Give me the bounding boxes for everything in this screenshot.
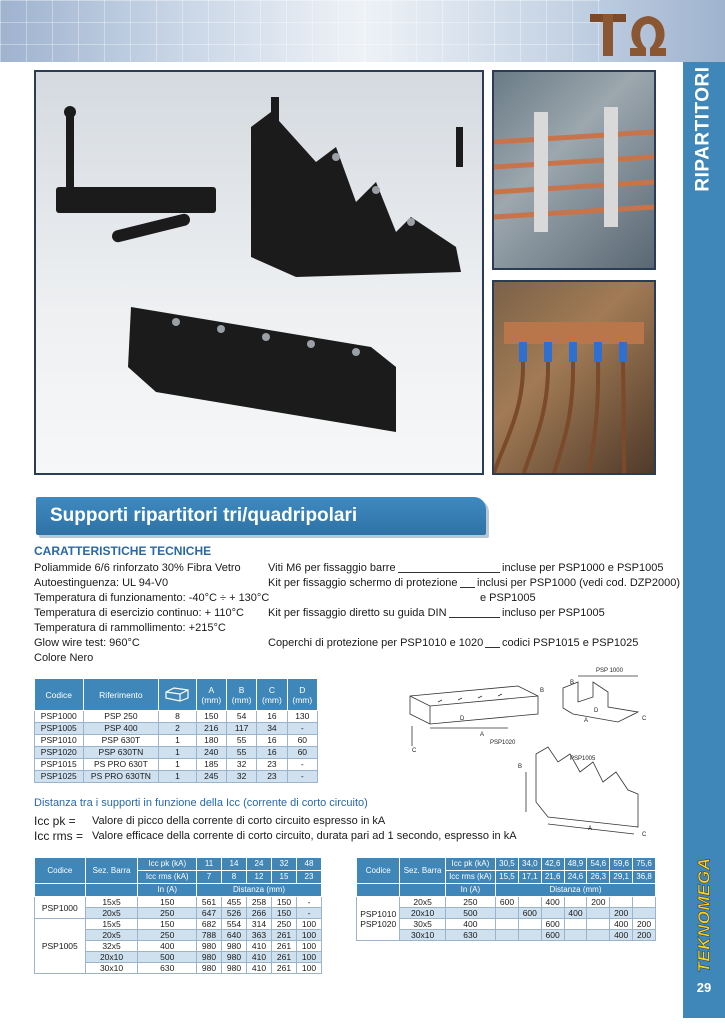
specs-heading: CARATTERISTICHE TECNICHE xyxy=(34,544,212,558)
table-cell: 250 xyxy=(138,930,197,941)
table-cell: 410 xyxy=(247,952,272,963)
omega-logo-icon xyxy=(590,8,670,60)
table-row xyxy=(35,759,318,771)
spec-line: Glow wire test: 960°C xyxy=(34,637,140,649)
table-cell: 150 xyxy=(138,897,197,908)
table-cell: 630 xyxy=(445,930,495,941)
installation-photo-wiring xyxy=(492,280,656,475)
table-cell: - xyxy=(296,908,321,919)
table-row xyxy=(35,723,318,735)
table-cell: 34 xyxy=(257,723,287,735)
table-cell: 647 xyxy=(197,908,222,919)
table-cell: 526 xyxy=(222,908,247,919)
table-cell: 980 xyxy=(222,963,247,974)
col-header-d: D (mm) xyxy=(287,679,317,711)
product-photo-main xyxy=(34,70,484,475)
spec-line: Temperatura di esercizio continuo: + 110°C xyxy=(34,607,244,619)
table-cell xyxy=(564,930,587,941)
table-cell: 150 xyxy=(138,919,197,930)
table-cell: PSP1020 xyxy=(35,747,84,759)
distance-table-psp1000-1005: Codice Sez. Barra Icc pk (kA) 11 14 24 32 48 Icc rms (kA) 7 8 12 15 23 In (A) Distanza (mm) PSP1000 15x5 150 561 455 258 150 - 20x5 250 647 526 266 150 - PSP1005 15x5 150 682 554 314 250 100 20x5 250 788 640 363 261 100 32x5 400 980 980 410 261 100 20x10 500 980 980 410 261 100 30x10 630 980 980 410 261 100 xyxy=(34,857,322,974)
table-cell: 20x10 xyxy=(400,908,445,919)
table-cell xyxy=(541,908,564,919)
table-cell: PSP 630TN xyxy=(83,747,159,759)
diagram-label-a: A xyxy=(480,732,485,738)
distance-heading: Distanza tra i supporti in funzione della Icc (corrente di corto circuito) xyxy=(34,797,368,809)
col-header-codice: Codice xyxy=(35,858,86,884)
table-cell: - xyxy=(296,897,321,908)
diagram-label-c3: C xyxy=(642,832,647,838)
table-row xyxy=(357,897,656,908)
table-cell: 245 xyxy=(196,771,226,783)
table-cell: 117 xyxy=(226,723,256,735)
table-cell xyxy=(587,930,610,941)
table-cell: 32x5 xyxy=(85,941,138,952)
group-code-cell: PSP1000 xyxy=(35,897,86,919)
table-cell: PSP 400 xyxy=(83,723,159,735)
table-cell: 8 xyxy=(159,711,196,723)
table-cell: 150 xyxy=(196,711,226,723)
table-cell: 400 xyxy=(564,908,587,919)
diagram-label-psp1000: PSP 1000 xyxy=(596,668,623,674)
diagram-label-b: B xyxy=(540,688,545,694)
page-number: 29 xyxy=(696,980,712,995)
table-row xyxy=(35,919,322,930)
table-cell: 55 xyxy=(226,747,256,759)
definition-row: Icc rms = Valore efficace della corrente di corto circuito, durata pari ad 1 secondo, espresso in kA xyxy=(34,829,517,843)
table-cell: 1 xyxy=(159,735,196,747)
table-cell: 682 xyxy=(197,919,222,930)
table-cell: 15x5 xyxy=(85,897,138,908)
table-cell: PSP 630T xyxy=(83,735,159,747)
table-cell: 55 xyxy=(226,735,256,747)
table-cell: 400 xyxy=(610,930,633,941)
table-cell: 400 xyxy=(445,919,495,930)
table-cell xyxy=(633,897,656,908)
distance-table-psp1010-1020: Codice Sez. Barra Icc pk (kA) 30,5 34,0 42,6 48,9 54,6 59,6 75,6 Icc rms (kA) 15,5 17,1 21,6 24,6 26,3 29,1 36,8 In (A) Distanza (mm) PSP1010 PSP1020 20x5 250 600 400 200 20x10 500 600 400 200 30x5 400 600 400 200 30x10 630 600 400 200 xyxy=(356,857,656,941)
table-cell: 250 xyxy=(445,897,495,908)
table-cell: 561 xyxy=(197,897,222,908)
table-cell: - xyxy=(287,759,317,771)
spec-row: Kit per fissaggio diretto su guida DIN incluso per PSP1005 xyxy=(268,607,605,619)
table-row xyxy=(357,930,656,941)
table-cell: 400 xyxy=(610,919,633,930)
col-header-in: In (A) xyxy=(445,884,495,897)
table-cell: 261 xyxy=(271,941,296,952)
table-cell: 20x5 xyxy=(85,930,138,941)
table-cell: 16 xyxy=(257,747,287,759)
table-cell: 200 xyxy=(633,930,656,941)
diagram-label-b3: B xyxy=(518,764,523,770)
table-cell xyxy=(564,919,587,930)
product-dimensions-table xyxy=(34,678,318,783)
col-header-distanza: Distanza (mm) xyxy=(496,884,656,897)
diagram-label-d: D xyxy=(460,716,465,722)
table-cell: 554 xyxy=(222,919,247,930)
group-code-cell: PSP1010 PSP1020 xyxy=(357,897,400,941)
spec-line: Temperatura di rammollimento: +215°C xyxy=(34,622,226,634)
diagram-label-c2: C xyxy=(642,716,647,722)
table-cell: 100 xyxy=(296,930,321,941)
diagram-label-a3: A xyxy=(588,826,593,832)
table-cell: PSP 250 xyxy=(83,711,159,723)
spec-line: Temperatura di funzionamento: -40°C ÷ + 130°C xyxy=(34,592,270,604)
table-cell xyxy=(564,897,587,908)
table-cell: 455 xyxy=(222,897,247,908)
section-title-bar xyxy=(36,497,486,535)
diagram-label-b2: B xyxy=(570,680,575,686)
diagram-label-psp1020: PSP1020 xyxy=(490,740,516,746)
specs-left-list xyxy=(34,561,274,666)
table-cell: 600 xyxy=(541,919,564,930)
table-row xyxy=(35,711,318,723)
spec-row-spacer xyxy=(268,621,680,636)
table-cell: 100 xyxy=(296,952,321,963)
table-cell: PSP1010 xyxy=(35,735,84,747)
table-cell: 400 xyxy=(541,897,564,908)
table-cell: 363 xyxy=(247,930,272,941)
table-cell: 100 xyxy=(296,919,321,930)
table-cell: 23 xyxy=(257,759,287,771)
table-cell: 30x10 xyxy=(85,963,138,974)
diagram-label-c: C xyxy=(412,748,417,754)
table-cell: 410 xyxy=(247,941,272,952)
table-cell: 640 xyxy=(222,930,247,941)
table-cell: PSP1025 xyxy=(35,771,84,783)
table-cell: 314 xyxy=(247,919,272,930)
table-row xyxy=(357,919,656,930)
definitions xyxy=(34,814,517,844)
col-header-c: C (mm) xyxy=(257,679,287,711)
table-cell: 20x5 xyxy=(400,897,445,908)
table-cell xyxy=(518,930,541,941)
definition-row: Icc pk = Valore di picco della corrente di corto circuito espresso in kA xyxy=(34,814,386,828)
table-cell: 980 xyxy=(222,952,247,963)
table-cell: PS PRO 630T xyxy=(83,759,159,771)
diagram-label-psp1005: PSP1005 xyxy=(570,756,596,762)
table-cell: 32 xyxy=(226,759,256,771)
table-cell: 16 xyxy=(257,735,287,747)
table-cell: 200 xyxy=(633,919,656,930)
col-header-b: B (mm) xyxy=(226,679,256,711)
table-cell: 630 xyxy=(138,963,197,974)
table-cell: 261 xyxy=(271,952,296,963)
row-header-pk: Icc pk (kA) xyxy=(445,858,495,871)
table-cell: 150 xyxy=(271,897,296,908)
table-cell: 240 xyxy=(196,747,226,759)
table-cell xyxy=(587,919,610,930)
col-header-sez: Sez. Barra xyxy=(85,858,138,884)
table-cell: 32 xyxy=(226,771,256,783)
table-cell: PS PRO 630TN xyxy=(83,771,159,783)
table-cell: 130 xyxy=(287,711,317,723)
col-header-distanza: Distanza (mm) xyxy=(197,884,322,897)
table-cell: 500 xyxy=(138,952,197,963)
spec-line: Autoestinguenza: UL 94-V0 xyxy=(34,577,169,589)
spec-row: Coperchi di protezione per PSP1010 e 1020 codici PSP1015 e PSP1025 xyxy=(268,637,639,649)
row-header-rms: Icc rms (kA) xyxy=(138,871,197,884)
row-header-pk: Icc pk (kA) xyxy=(138,858,197,871)
spec-line: Poliammide 6/6 rinforzato 30% Fibra Vetro xyxy=(34,562,241,574)
col-header-sez: Sez. Barra xyxy=(400,858,445,884)
table-cell xyxy=(496,919,519,930)
table-cell xyxy=(587,908,610,919)
page-title: Supporti ripartitori tri/quadripolari xyxy=(50,505,358,526)
header-grid-pattern xyxy=(0,0,600,62)
diagram-label-d2: D xyxy=(594,708,599,714)
table-cell: 258 xyxy=(247,897,272,908)
table-cell: PSP1005 xyxy=(35,723,84,735)
table-cell: 20x10 xyxy=(85,952,138,963)
table-cell: PSP1015 xyxy=(35,759,84,771)
table-cell xyxy=(496,930,519,941)
table-cell: - xyxy=(287,723,317,735)
spec-row: e PSP1005 xyxy=(480,592,536,604)
table-cell: 200 xyxy=(610,908,633,919)
table-cell: 600 xyxy=(518,908,541,919)
spec-row: Kit per fissaggio schermo di protezione inclusi per PSP1000 (vedi cod. DZP2000) xyxy=(268,577,680,589)
table-cell: 980 xyxy=(197,941,222,952)
table-cell: 20x5 xyxy=(85,908,138,919)
package-icon xyxy=(164,686,190,702)
table-cell: 200 xyxy=(587,897,610,908)
diagram-label-a2: A xyxy=(584,718,589,724)
col-header-codice: Codice xyxy=(35,679,84,711)
table-cell: 185 xyxy=(196,759,226,771)
table-cell: 150 xyxy=(271,908,296,919)
table-cell: 600 xyxy=(496,897,519,908)
table-cell: 400 xyxy=(138,941,197,952)
table-row xyxy=(35,747,318,759)
table-row xyxy=(35,771,318,783)
table-cell: 30x10 xyxy=(400,930,445,941)
table-cell: 100 xyxy=(296,963,321,974)
installation-photo-busbars xyxy=(492,70,656,270)
table-cell: 2 xyxy=(159,723,196,735)
table-cell xyxy=(496,908,519,919)
table-cell: 15x5 xyxy=(85,919,138,930)
table-cell: 410 xyxy=(247,963,272,974)
side-label: RIPARTITORI xyxy=(693,66,715,192)
table-cell: 1 xyxy=(159,747,196,759)
table-cell: 60 xyxy=(287,747,317,759)
col-header-in: In (A) xyxy=(138,884,197,897)
col-header-codice: Codice xyxy=(357,858,400,884)
table-cell: 54 xyxy=(226,711,256,723)
teknomega-logo: TEKNOMEGA xyxy=(694,857,713,973)
table-cell xyxy=(518,919,541,930)
table-cell: 1 xyxy=(159,771,196,783)
table-cell: 216 xyxy=(196,723,226,735)
table-cell: 60 xyxy=(287,735,317,747)
table-cell: 600 xyxy=(541,930,564,941)
table-cell: 23 xyxy=(257,771,287,783)
table-cell xyxy=(610,897,633,908)
table-cell: 788 xyxy=(197,930,222,941)
table-cell: 500 xyxy=(445,908,495,919)
row-header-rms: Icc rms (kA) xyxy=(445,871,495,884)
col-header-riferimento: Riferimento xyxy=(83,679,159,711)
table-cell xyxy=(518,897,541,908)
table-cell: 980 xyxy=(197,952,222,963)
table-cell: PSP1000 xyxy=(35,711,84,723)
table-cell: 266 xyxy=(247,908,272,919)
table-cell: 16 xyxy=(257,711,287,723)
table-cell: 100 xyxy=(296,941,321,952)
table-cell: 980 xyxy=(197,963,222,974)
table-cell: 261 xyxy=(271,963,296,974)
table-cell: - xyxy=(287,771,317,783)
table-cell: 30x5 xyxy=(400,919,445,930)
table-cell: 980 xyxy=(222,941,247,952)
specs-right-list xyxy=(268,561,680,651)
table-cell: 180 xyxy=(196,735,226,747)
spec-line: Colore Nero xyxy=(34,652,94,664)
table-row xyxy=(357,908,656,919)
table-row xyxy=(35,735,318,747)
col-header-package xyxy=(159,679,196,711)
table-cell xyxy=(633,908,656,919)
table-cell: 1 xyxy=(159,759,196,771)
group-code-cell: PSP1005 xyxy=(35,919,86,974)
spec-row: Viti M6 per fissaggio barre incluse per PSP1000 e PSP1005 xyxy=(268,562,664,574)
table-row xyxy=(35,897,322,908)
col-header-a: A (mm) xyxy=(196,679,226,711)
table-cell: 250 xyxy=(271,919,296,930)
table-cell: 250 xyxy=(138,908,197,919)
table-cell: 261 xyxy=(271,930,296,941)
